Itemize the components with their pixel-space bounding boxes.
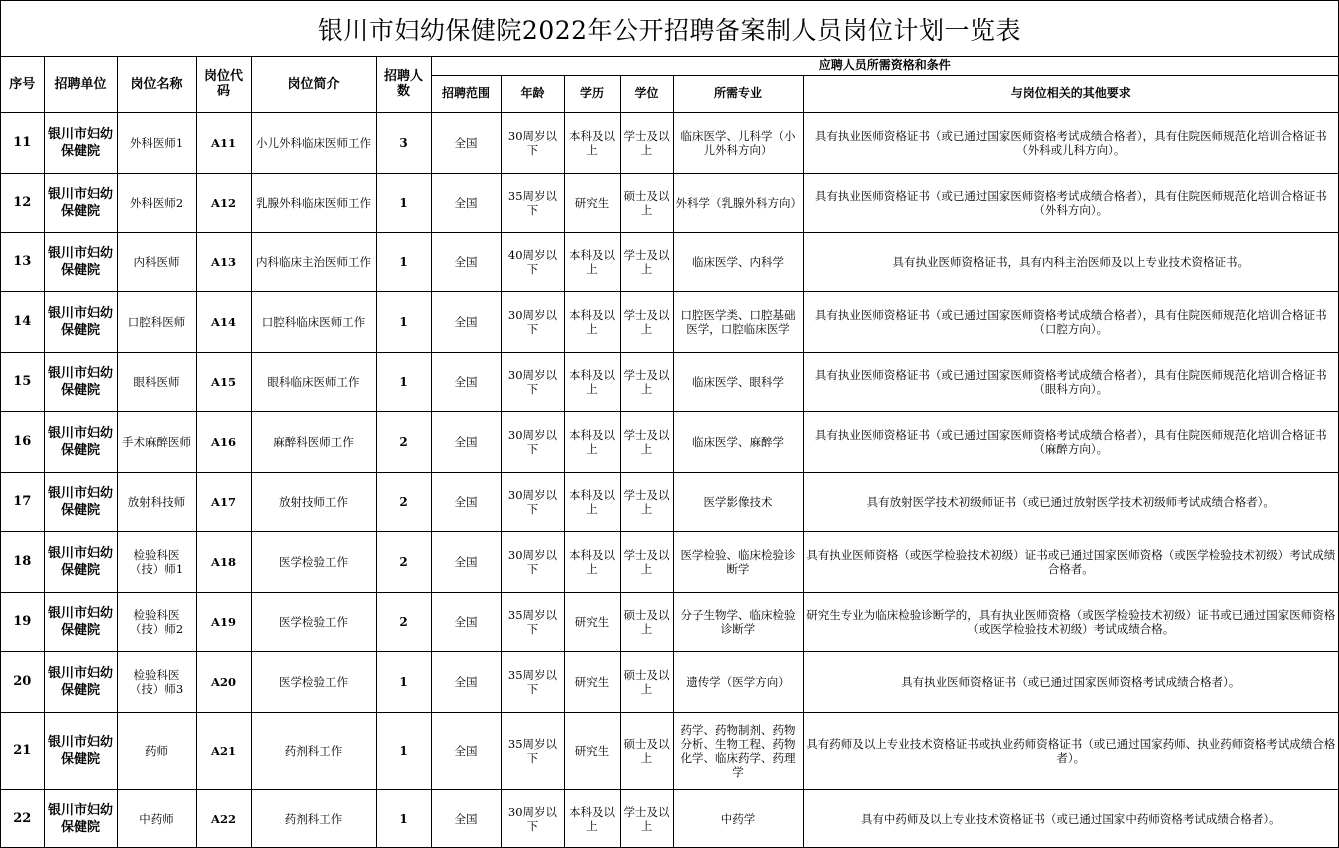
cell-scope: 全国	[431, 712, 501, 789]
cell-post-desc: 放射技师工作	[251, 472, 376, 531]
cell-post-code: A19	[196, 592, 251, 651]
cell-unit: 银川市妇幼保健院	[44, 411, 117, 472]
cell-post-name: 口腔科医师	[117, 291, 196, 352]
cell-other: 具有执业医师资格证书（或已通过国家医师资格考试成绩合格者），具有住院医师规范化培训合格证书（外科方向）。	[803, 173, 1338, 232]
cell-other: 研究生专业为临床检验诊断学的，具有执业医师资格（或医学检验技术初级）证书或已通过国家医师资格（或医学检验技术初级）考试成绩合格。	[803, 592, 1338, 651]
cell-education: 本科及以上	[564, 789, 620, 848]
cell-post-name: 放射科技师	[117, 472, 196, 531]
cell-education: 研究生	[564, 173, 620, 232]
cell-scope: 全国	[431, 651, 501, 712]
cell-post-desc: 眼科临床医师工作	[251, 352, 376, 411]
cell-other: 具有执业医师资格证书（或已通过国家医师资格考试成绩合格者），具有住院医师规范化培训合格证书（麻醉方向）。	[803, 411, 1338, 472]
page-title: 银川市妇幼保健院2022年公开招聘备案制人员岗位计划一览表	[1, 1, 1338, 57]
header-degree: 学位	[620, 75, 673, 112]
cell-post-desc: 小儿外科临床医师工作	[251, 112, 376, 173]
cell-major: 临床医学、麻醉学	[673, 411, 803, 472]
cell-other: 具有执业医师资格证书（或已通过国家医师资格考试成绩合格者），具有住院医师规范化培训合格证书（眼科方向）。	[803, 352, 1338, 411]
header-post-desc: 岗位简介	[251, 57, 376, 112]
cell-post-desc: 麻醉科医师工作	[251, 411, 376, 472]
cell-post-name: 手术麻醉医师	[117, 411, 196, 472]
cell-count: 1	[376, 291, 431, 352]
cell-unit: 银川市妇幼保健院	[44, 232, 117, 291]
cell-seq: 15	[1, 352, 44, 411]
cell-major: 临床医学、眼科学	[673, 352, 803, 411]
cell-degree: 硕士及以上	[620, 592, 673, 651]
cell-other: 具有放射医学技术初级师证书（或已通过放射医学技术初级师考试成绩合格者）。	[803, 472, 1338, 531]
header-scope: 招聘范围	[431, 75, 501, 112]
cell-age: 35周岁以下	[501, 651, 564, 712]
cell-other: 具有执业医师资格（或医学检验技术初级）证书或已通过国家医师资格（或医学检验技术初级）考试成绩合格者。	[803, 531, 1338, 592]
header-unit: 招聘单位	[44, 57, 117, 112]
cell-degree: 学士及以上	[620, 291, 673, 352]
cell-age: 35周岁以下	[501, 173, 564, 232]
cell-post-desc: 医学检验工作	[251, 651, 376, 712]
cell-education: 本科及以上	[564, 531, 620, 592]
cell-scope: 全国	[431, 352, 501, 411]
cell-major: 口腔医学类、口腔基础医学，口腔临床医学	[673, 291, 803, 352]
cell-degree: 学士及以上	[620, 352, 673, 411]
header-major: 所需专业	[673, 75, 803, 112]
cell-degree: 学士及以上	[620, 411, 673, 472]
cell-post-name: 检验科医（技）师2	[117, 592, 196, 651]
cell-scope: 全国	[431, 112, 501, 173]
cell-education: 研究生	[564, 651, 620, 712]
cell-post-name: 检验科医（技）师1	[117, 531, 196, 592]
cell-major: 临床医学、内科学	[673, 232, 803, 291]
cell-post-desc: 内科临床主治医师工作	[251, 232, 376, 291]
cell-count: 1	[376, 173, 431, 232]
cell-post-desc: 药剂科工作	[251, 789, 376, 848]
cell-age: 30周岁以下	[501, 472, 564, 531]
cell-other: 具有药师及以上专业技术资格证书或执业药师资格证书（或已通过国家药师、执业药师资格考试成绩合格者）。	[803, 712, 1338, 789]
cell-degree: 硕士及以上	[620, 712, 673, 789]
cell-scope: 全国	[431, 531, 501, 592]
cell-post-code: A18	[196, 531, 251, 592]
cell-degree: 学士及以上	[620, 531, 673, 592]
cell-post-desc: 乳腺外科临床医师工作	[251, 173, 376, 232]
cell-age: 30周岁以下	[501, 352, 564, 411]
header-post-code: 岗位代码	[196, 57, 251, 112]
cell-degree: 学士及以上	[620, 232, 673, 291]
cell-count: 2	[376, 411, 431, 472]
header-age: 年龄	[501, 75, 564, 112]
cell-count: 1	[376, 352, 431, 411]
table-row	[1, 531, 1338, 592]
cell-count: 2	[376, 531, 431, 592]
table-row	[1, 173, 1338, 232]
cell-seq: 22	[1, 789, 44, 848]
cell-unit: 银川市妇幼保健院	[44, 352, 117, 411]
cell-education: 本科及以上	[564, 472, 620, 531]
cell-post-code: A17	[196, 472, 251, 531]
cell-education: 本科及以上	[564, 411, 620, 472]
cell-scope: 全国	[431, 232, 501, 291]
cell-age: 35周岁以下	[501, 712, 564, 789]
cell-seq: 18	[1, 531, 44, 592]
cell-seq: 21	[1, 712, 44, 789]
cell-post-name: 眼科医师	[117, 352, 196, 411]
cell-post-code: A11	[196, 112, 251, 173]
cell-post-name: 内科医师	[117, 232, 196, 291]
cell-scope: 全国	[431, 411, 501, 472]
cell-unit: 银川市妇幼保健院	[44, 712, 117, 789]
header-post-name: 岗位名称	[117, 57, 196, 112]
table-row	[1, 472, 1338, 531]
cell-post-name: 检验科医（技）师3	[117, 651, 196, 712]
cell-scope: 全国	[431, 592, 501, 651]
table-row	[1, 352, 1338, 411]
cell-other: 具有中药师及以上专业技术资格证书（或已通过国家中药师资格考试成绩合格者）。	[803, 789, 1338, 848]
cell-count: 1	[376, 651, 431, 712]
table-row	[1, 411, 1338, 472]
cell-education: 本科及以上	[564, 232, 620, 291]
cell-post-name: 外科医师1	[117, 112, 196, 173]
cell-education: 本科及以上	[564, 112, 620, 173]
cell-scope: 全国	[431, 472, 501, 531]
table-row	[1, 592, 1338, 651]
cell-seq: 12	[1, 173, 44, 232]
cell-count: 1	[376, 232, 431, 291]
cell-post-desc: 医学检验工作	[251, 592, 376, 651]
cell-seq: 13	[1, 232, 44, 291]
header-conditions-group: 应聘人员所需资格和条件	[431, 57, 1338, 75]
cell-seq: 20	[1, 651, 44, 712]
cell-seq: 17	[1, 472, 44, 531]
cell-major: 医学检验、临床检验诊断学	[673, 531, 803, 592]
cell-seq: 16	[1, 411, 44, 472]
table-row	[1, 712, 1338, 789]
cell-post-desc: 口腔科临床医师工作	[251, 291, 376, 352]
cell-post-code: A21	[196, 712, 251, 789]
cell-education: 研究生	[564, 712, 620, 789]
cell-post-code: A14	[196, 291, 251, 352]
cell-unit: 银川市妇幼保健院	[44, 789, 117, 848]
cell-count: 2	[376, 472, 431, 531]
header-education: 学历	[564, 75, 620, 112]
cell-age: 40周岁以下	[501, 232, 564, 291]
cell-age: 35周岁以下	[501, 592, 564, 651]
cell-degree: 学士及以上	[620, 789, 673, 848]
table-row	[1, 789, 1338, 848]
cell-unit: 银川市妇幼保健院	[44, 173, 117, 232]
cell-degree: 学士及以上	[620, 112, 673, 173]
cell-other: 具有执业医师资格证书（或已通过国家医师资格考试成绩合格者），具有住院医师规范化培训合格证书（外科或儿科方向）。	[803, 112, 1338, 173]
cell-post-code: A13	[196, 232, 251, 291]
cell-degree: 硕士及以上	[620, 651, 673, 712]
cell-unit: 银川市妇幼保健院	[44, 592, 117, 651]
cell-post-name: 药师	[117, 712, 196, 789]
table-row	[1, 651, 1338, 712]
cell-major: 遗传学（医学方向）	[673, 651, 803, 712]
cell-major: 临床医学、儿科学（小儿外科方向）	[673, 112, 803, 173]
cell-major: 中药学	[673, 789, 803, 848]
cell-age: 30周岁以下	[501, 112, 564, 173]
cell-seq: 14	[1, 291, 44, 352]
cell-age: 30周岁以下	[501, 531, 564, 592]
cell-post-code: A12	[196, 173, 251, 232]
table-row	[1, 112, 1338, 173]
cell-scope: 全国	[431, 173, 501, 232]
table-row	[1, 291, 1338, 352]
cell-post-name: 外科医师2	[117, 173, 196, 232]
cell-unit: 银川市妇幼保健院	[44, 291, 117, 352]
cell-post-code: A22	[196, 789, 251, 848]
cell-major: 外科学（乳腺外科方向）	[673, 173, 803, 232]
cell-count: 1	[376, 789, 431, 848]
cell-unit: 银川市妇幼保健院	[44, 472, 117, 531]
cell-unit: 银川市妇幼保健院	[44, 651, 117, 712]
cell-age: 30周岁以下	[501, 789, 564, 848]
cell-major: 医学影像技术	[673, 472, 803, 531]
header-seq: 序号	[1, 57, 44, 112]
cell-education: 研究生	[564, 592, 620, 651]
header-count: 招聘人数	[376, 57, 431, 112]
cell-count: 1	[376, 712, 431, 789]
table-row	[1, 232, 1338, 291]
cell-age: 30周岁以下	[501, 291, 564, 352]
table-body	[1, 112, 1338, 848]
header-other: 与岗位相关的其他要求	[803, 75, 1338, 112]
cell-education: 本科及以上	[564, 352, 620, 411]
cell-post-name: 中药师	[117, 789, 196, 848]
cell-major: 分子生物学、临床检验诊断学	[673, 592, 803, 651]
cell-other: 具有执业医师资格证书（或已通过国家医师资格考试成绩合格者）。	[803, 651, 1338, 712]
cell-major: 药学、药物制剂、药物分析、生物工程、药物化学、临床药学、药理学	[673, 712, 803, 789]
cell-count: 3	[376, 112, 431, 173]
cell-age: 30周岁以下	[501, 411, 564, 472]
cell-post-code: A15	[196, 352, 251, 411]
cell-count: 2	[376, 592, 431, 651]
cell-seq: 11	[1, 112, 44, 173]
cell-education: 本科及以上	[564, 291, 620, 352]
cell-other: 具有执业医师资格证书，具有内科主治医师及以上专业技术资格证书。	[803, 232, 1338, 291]
cell-post-desc: 医学检验工作	[251, 531, 376, 592]
cell-degree: 硕士及以上	[620, 173, 673, 232]
cell-other: 具有执业医师资格证书（或已通过国家医师资格考试成绩合格者），具有住院医师规范化培训合格证书（口腔方向）。	[803, 291, 1338, 352]
recruitment-table	[1, 57, 1338, 848]
cell-unit: 银川市妇幼保健院	[44, 531, 117, 592]
cell-degree: 学士及以上	[620, 472, 673, 531]
cell-scope: 全国	[431, 291, 501, 352]
cell-post-code: A16	[196, 411, 251, 472]
cell-post-desc: 药剂科工作	[251, 712, 376, 789]
cell-unit: 银川市妇幼保健院	[44, 112, 117, 173]
cell-seq: 19	[1, 592, 44, 651]
cell-scope: 全国	[431, 789, 501, 848]
cell-post-code: A20	[196, 651, 251, 712]
